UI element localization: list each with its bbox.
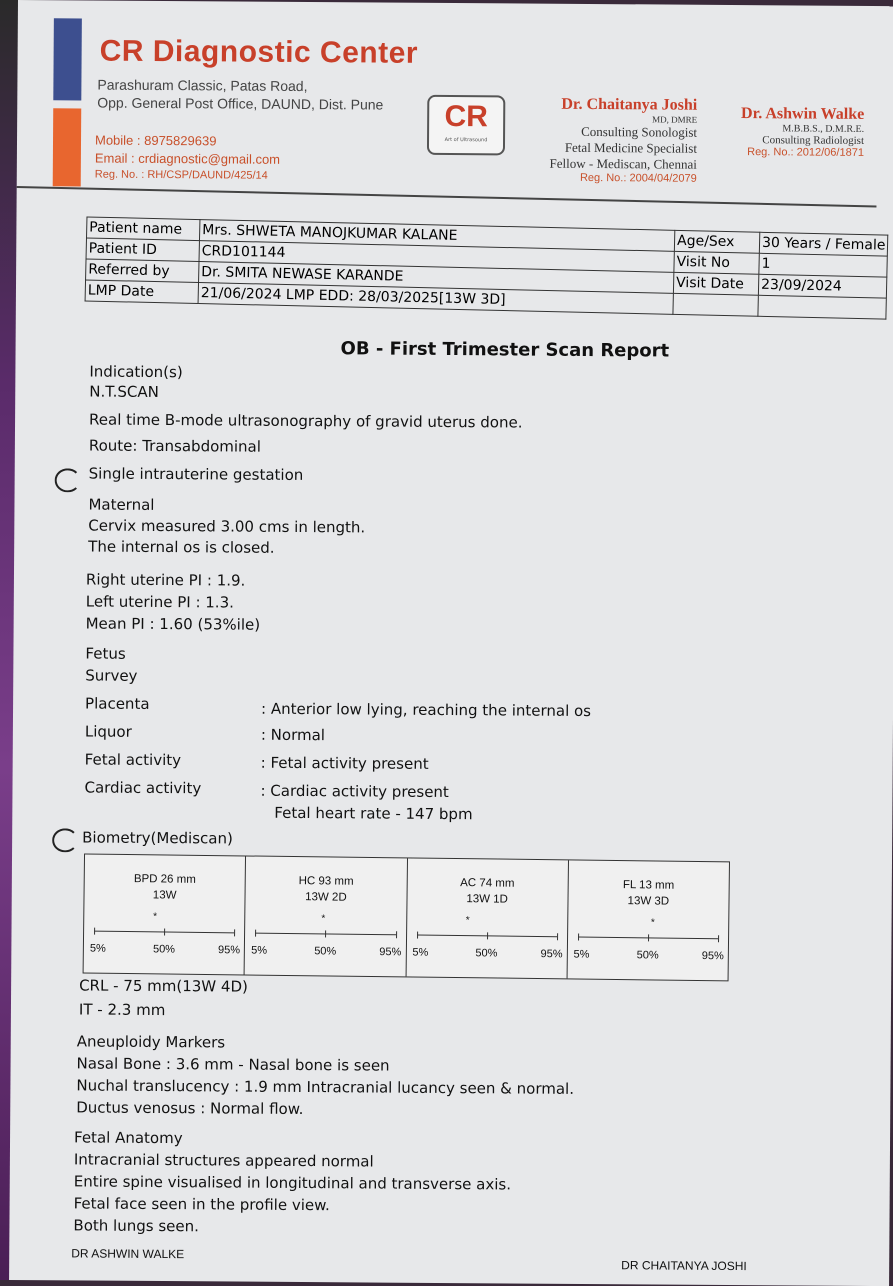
indication-value: N.T.SCAN <box>89 382 159 401</box>
lmp-date-value: 21/06/2024 LMP EDD: 28/03/2025[13W 3D] <box>198 283 673 315</box>
ultrasound-mode: Real time B-mode ultrasonography of gravid uterus done. <box>89 410 523 432</box>
nasal-bone: Nasal Bone : 3.6 mm - Nasal bone is seen <box>76 1054 390 1075</box>
survey-value-cardiac-activity: : Cardiac activity present <box>260 781 449 802</box>
brand-bar-blue <box>53 18 82 100</box>
fetal-heart-rate: Fetal heart rate - 147 bpm <box>274 803 473 824</box>
biometry-ga: 13W <box>152 889 177 902</box>
email-address: Email : crdiagnostic@gmail.com <box>94 150 281 167</box>
survey-value-fetal-activity: : Fetal activity present <box>260 753 429 773</box>
ring-binder-hole-icon <box>55 468 81 492</box>
percentile-label: 50% <box>314 945 337 958</box>
report-sheet <box>9 0 893 1286</box>
referred-by-label: Referred by <box>86 259 199 283</box>
percentile-label: 5% <box>573 948 590 961</box>
doctor-1-registration: Reg. No.: 2004/04/2079 <box>579 171 697 185</box>
report-title: OB - First Trimester Scan Report <box>340 338 670 362</box>
doctor-1-name: Dr. Chaitanya Joshi <box>561 95 698 114</box>
percentile-axis <box>578 937 718 940</box>
percentile-marker: * <box>650 917 655 929</box>
percentile-axis <box>255 933 395 936</box>
doctor-2-name: Dr. Ashwin Walke <box>741 105 865 123</box>
biometry-cell-hc <box>245 856 408 976</box>
percentile-label: 95% <box>218 944 241 957</box>
nuchal-translucency: Nuchal translucency : 1.9 mm Intracranial lucancy seen & normal. <box>76 1076 575 1098</box>
patient-name-value: Mrs. SHWETA MANOJKUMAR KALANE <box>199 220 674 252</box>
doctor-1-fellowship: Fellow - Mediscan, Chennai <box>549 155 697 172</box>
clinic-name: CR Diagnostic Center <box>99 34 419 70</box>
percentile-tick <box>648 934 649 941</box>
percentile-marker: * <box>153 911 158 923</box>
signature-right: DR CHAITANYA JOSHI <box>621 1258 747 1274</box>
survey-value-placenta: : Anterior low lying, reaching the internal os <box>260 699 592 721</box>
logo-subtitle: Art of Ultrasound <box>444 136 488 144</box>
doctor-1-specialty: Fetal Medicine Specialist <box>564 139 698 156</box>
visit-date-label: Visit Date <box>673 272 758 295</box>
biometry-ga: 13W 3D <box>627 895 670 908</box>
biometry-measure: BPD 26 mm <box>133 873 196 886</box>
percentile-tick <box>164 928 165 935</box>
internal-os: The internal os is closed. <box>88 537 275 557</box>
percentile-tick <box>94 928 95 935</box>
intracranial-translucency: IT - 2.3 mm <box>78 1000 166 1020</box>
survey-label: Survey <box>85 666 138 685</box>
biometry-cell-bpd <box>84 854 247 974</box>
survey-label-fetal-activity: Fetal activity <box>84 750 182 770</box>
survey-label-placenta: Placenta <box>85 694 150 713</box>
patient-info-table <box>85 216 889 319</box>
anatomy-spine: Entire spine visualised in longitudinal and transverse axis. <box>73 1172 512 1194</box>
doctor-2-block <box>712 105 864 159</box>
anatomy-intracranial: Intracranial structures appeared normal <box>73 1150 374 1171</box>
percentile-label: 95% <box>701 950 724 963</box>
anatomy-face: Fetal face seen in the profile view. <box>73 1194 330 1215</box>
percentile-tick <box>417 932 418 939</box>
clinic-logo <box>427 95 505 156</box>
percentile-marker: * <box>465 915 470 927</box>
biometry-ga: 13W 1D <box>466 893 508 906</box>
biometry-chart <box>83 853 730 981</box>
visit-date-value: 23/09/2024 <box>758 274 887 298</box>
lmp-date-label: LMP Date <box>85 280 198 304</box>
visit-no-value: 1 <box>759 253 888 277</box>
fetus-label: Fetus <box>85 644 126 663</box>
mean-pi: Mean PI : 1.60 (53%ile) <box>85 614 261 634</box>
patient-name-label: Patient name <box>87 217 200 241</box>
route: Route: Transabdominal <box>88 436 262 456</box>
percentile-label: 50% <box>636 949 659 962</box>
visit-no-label: Visit No <box>674 251 759 274</box>
survey-value-liquor: : Normal <box>260 725 326 745</box>
maternal-label: Maternal <box>88 495 155 514</box>
percentile-axis <box>94 931 234 934</box>
left-uterine-pi: Left uterine PI : 1.3. <box>85 592 234 612</box>
doctor-1-block <box>517 95 698 184</box>
percentile-label: 95% <box>540 948 563 961</box>
survey-label-liquor: Liquor <box>84 722 132 741</box>
address-line-2: Opp. General Post Office, DAUND, Dist. Pune <box>97 94 384 113</box>
percentile-label: 50% <box>152 943 176 956</box>
ductus-venosus: Ductus venosus : Normal flow. <box>76 1098 304 1119</box>
anatomy-lungs: Both lungs seen. <box>73 1216 199 1236</box>
biometry-measure: AC 74 mm <box>460 877 515 890</box>
age-sex-value: 30 Years / Female <box>759 232 888 256</box>
percentile-tick <box>234 929 235 936</box>
percentile-marker: * <box>321 913 326 925</box>
doctor-1-qualification: MD, DMRE <box>652 114 698 125</box>
percentile-tick <box>578 934 579 941</box>
doctor-1-role: Consulting Sonologist <box>581 123 698 140</box>
gestation: Single intrauterine gestation <box>88 464 304 485</box>
percentile-tick <box>718 935 719 942</box>
fetal-anatomy-label: Fetal Anatomy <box>73 1128 183 1148</box>
percentile-label: 5% <box>251 944 268 957</box>
registration-number: Reg. No. : RH/CSP/DAUND/425/14 <box>94 168 268 182</box>
percentile-label: 5% <box>412 946 429 959</box>
biometry-measure: HC 93 mm <box>298 875 354 888</box>
percentile-label: 5% <box>89 942 106 955</box>
right-uterine-pi: Right uterine PI : 1.9. <box>85 570 246 590</box>
address-line-1: Parashuram Classic, Patas Road, <box>97 76 308 95</box>
doctor-2-qualification: M.B.B.S., D.M.R.E. <box>782 123 865 135</box>
percentile-axis <box>417 935 557 938</box>
percentile-label: 50% <box>475 947 498 960</box>
percentile-tick <box>557 933 558 940</box>
aneuploidy-label: Aneuploidy Markers <box>76 1032 226 1052</box>
biometry-measure: FL 13 mm <box>622 879 675 892</box>
signature-left: DR ASHWIN WALKE <box>71 1246 185 1262</box>
biometry-label: Biometry(Mediscan) <box>82 828 233 848</box>
indication-label: Indication(s) <box>89 362 183 382</box>
biometry-cell-ac <box>406 858 569 978</box>
ring-binder-hole-icon <box>52 828 78 852</box>
patient-id-value: CRD101144 <box>199 241 674 273</box>
survey-label-cardiac-activity: Cardiac activity <box>84 778 202 798</box>
cervix-length: Cervix measured 3.00 cms in length. <box>88 516 366 537</box>
biometry-ga: 13W 2D <box>305 891 347 904</box>
referred-by-value: Dr. SMITA NEWASE KARANDE <box>199 262 674 294</box>
biometry-cell-fl <box>567 860 729 980</box>
percentile-tick <box>487 932 488 939</box>
percentile-tick <box>325 930 326 937</box>
patient-id-label: Patient ID <box>86 238 199 262</box>
header-divider <box>17 186 877 208</box>
logo-mark: CR <box>444 99 488 134</box>
doctor-2-role: Consulting Radiologist <box>762 134 865 147</box>
mobile-number: Mobile : 8975829639 <box>94 132 217 149</box>
percentile-label: 95% <box>379 946 402 959</box>
doctor-2-registration: Reg. No.: 2012/06/1871 <box>747 146 864 159</box>
percentile-tick <box>396 931 397 938</box>
crl: CRL - 75 mm(13W 4D) <box>79 976 248 996</box>
age-sex-label: Age/Sex <box>674 230 759 253</box>
brand-bar-orange <box>53 108 82 186</box>
percentile-tick <box>255 930 256 937</box>
